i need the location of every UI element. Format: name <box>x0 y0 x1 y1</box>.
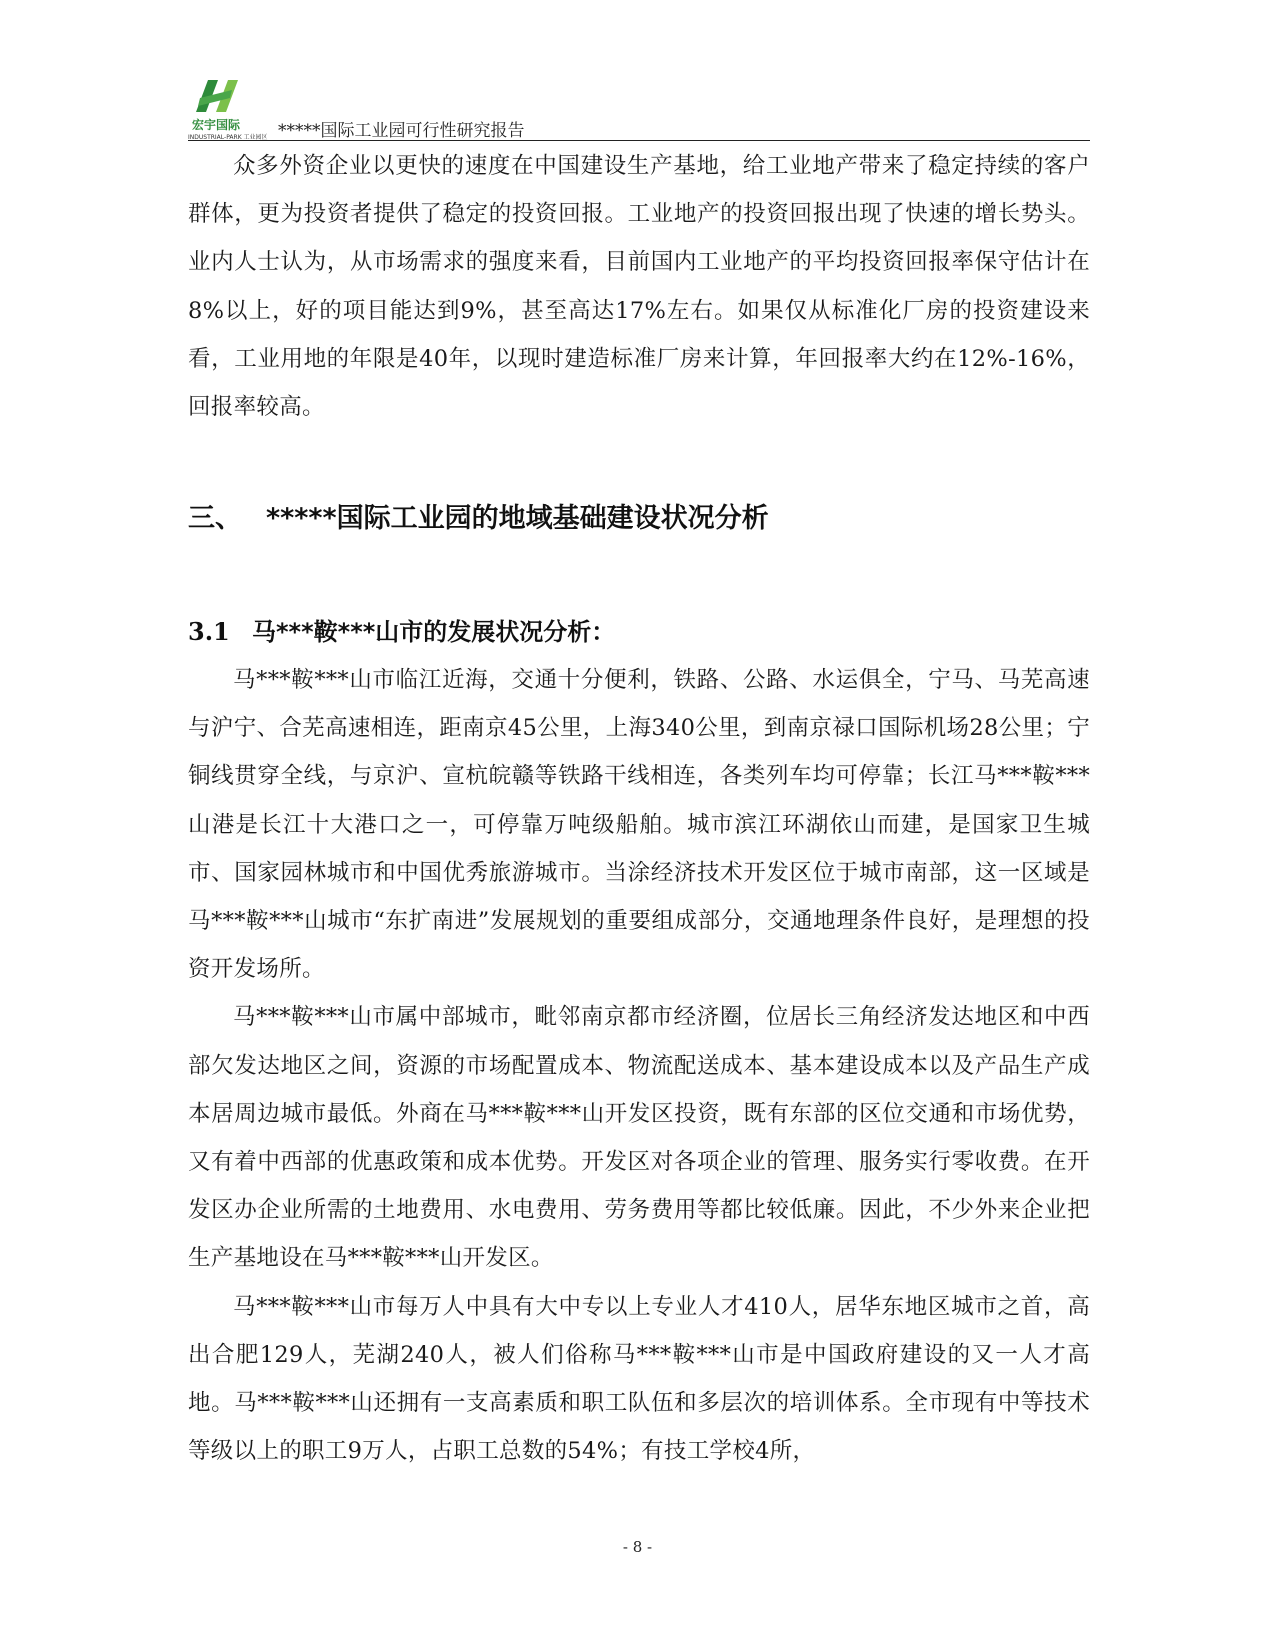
section-title-text: *****国际工业园的地域基础建设状况分析 <box>266 503 769 534</box>
logo-subtext: INDUSTRIAL-PARK 工业园区 <box>188 134 268 141</box>
body-paragraph: 马***鞍***山市每万人中具有大中专以上专业人才410人，居华东地区城市之首，高出合肥129人，芜湖240人，被人们俗称马***鞍***山市是中国政府建设的又一人才高地。马***鞍***山还拥有一支高素质和职工队伍和多层次的培训体系。全市现有中等技术等级以上的职工9万人，占职工总数的54%；有技工学校4所， <box>188 1293 1090 1465</box>
subsection-heading <box>188 612 615 647</box>
subsection-number: 3.1 <box>188 617 230 646</box>
section-heading <box>188 496 769 535</box>
intro-section <box>188 142 1090 431</box>
section-number: 三、 <box>188 503 242 534</box>
body-paragraph: 马***鞍***山市属中部城市，毗邻南京都市经济圈，位居长三角经济发达地区和中西部欠发达地区之间，资源的市场配置成本、物流配送成本、基本建设成本以及产品生产成本居周边城市最低。外商在马***鞍***山开发区投资，既有东部的区位交通和市场优势，又有着中西部的优惠政策和成本优势。开发区对各项企业的管理、服务实行零收费。在开发区办企业所需的土地费用、水电费用、劳务费用等都比较低廉。因此，不少外来企业把生产基地设在马***鞍***山开发区。 <box>188 1004 1090 1272</box>
page-header <box>188 72 1090 141</box>
company-logo <box>188 76 280 141</box>
body-paragraph: 马***鞍***山市临江近海，交通十分便利，铁路、公路、水运俱全，宁马、马芜高速与沪宁、合芜高速相连，距南京45公里，上海340公里，到南京禄口国际机场28公里；宁铜线贯穿全线，与京沪、宣杭皖赣等铁路干线相连，各类列车均可停靠；长江马***鞍***山港是长江十大港口之一，可停靠万吨级船舶。城市滨江环湖依山而建，是国家卫生城市、国家园林城市和中国优秀旅游城市。当涂经济技术开发区位于城市南部，这一区域是马***鞍***山城市“东扩南进”发展规划的重要组成部分，交通地理条件良好，是理想的投资开发场所。 <box>188 667 1090 983</box>
logo-mark-icon <box>188 76 248 116</box>
logo-text: 宏宇国际 <box>192 118 241 132</box>
subsection-title-text: 马***鞍***山市的发展状况分析： <box>252 618 616 646</box>
subsection-body <box>188 656 1090 1475</box>
intro-paragraph: 众多外资企业以更快的速度在中国建设生产基地，给工业地产带来了稳定持续的客户群体，更为投资者提供了稳定的投资回报。工业地产的投资回报出现了快速的增长势头。业内人士认为，从市场需求的强度来看，目前国内工业地产的平均投资回报率保守估计在8%以上，好的项目能达到9%，甚至高达17%左右。如果仅从标准化厂房的投资建设来看，工业用地的年限是40年，以现时建造标准厂房来计算，年回报率大约在12%-16%，回报率较高。 <box>188 153 1090 421</box>
header-title: *****国际工业园可行性研究报告 <box>278 121 525 141</box>
page-number: - 8 - <box>622 1538 653 1556</box>
